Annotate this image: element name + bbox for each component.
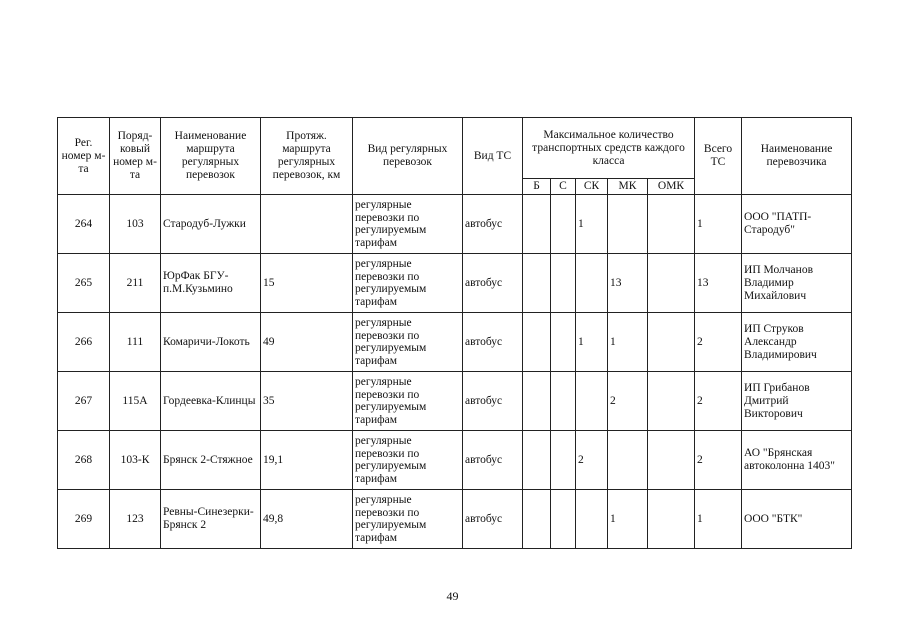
header-class-sk: СК: [576, 179, 608, 195]
cell-class-b: [523, 372, 551, 431]
cell-class-sk: 2: [576, 431, 608, 490]
cell-class-s: [551, 431, 576, 490]
header-class-omk: ОМК: [648, 179, 695, 195]
cell-carrier: ИП Молчанов Владимир Михайлович: [742, 254, 852, 313]
cell-class-b: [523, 313, 551, 372]
cell-class-omk: [648, 313, 695, 372]
table-row: [58, 431, 852, 490]
cell-carrier: АО "Брянская автоколонна 1403": [742, 431, 852, 490]
cell-class-sk: [576, 254, 608, 313]
table-row: [58, 372, 852, 431]
cell-class-mk: 1: [608, 490, 648, 549]
cell-route-name: Комаричи-Локоть: [161, 313, 261, 372]
cell-vehicle: автобус: [463, 372, 523, 431]
cell-class-b: [523, 431, 551, 490]
cell-class-s: [551, 313, 576, 372]
cell-route-name: Гордеевка-Клинцы: [161, 372, 261, 431]
cell-route-name: Стародуб-Лужки: [161, 195, 261, 254]
cell-total: 1: [695, 195, 742, 254]
cell-class-b: [523, 254, 551, 313]
cell-length: 49: [261, 313, 353, 372]
cell-vehicle: автобус: [463, 490, 523, 549]
cell-reg: 269: [58, 490, 110, 549]
cell-reg: 267: [58, 372, 110, 431]
cell-seq: 115А: [110, 372, 161, 431]
cell-class-sk: [576, 372, 608, 431]
cell-total: 2: [695, 372, 742, 431]
cell-reg: 265: [58, 254, 110, 313]
cell-class-omk: [648, 372, 695, 431]
cell-route-name: Ревны-Синезерки-Брянск 2: [161, 490, 261, 549]
cell-class-mk: 1: [608, 313, 648, 372]
table-row: [58, 313, 852, 372]
header-total: Всего ТС: [695, 118, 742, 195]
cell-carrier: ООО "ПАТП-Стародуб": [742, 195, 852, 254]
header-max-vehicles: Максимальное количество транспортных средств каждого класса: [523, 118, 695, 179]
cell-transport-type: регулярные перевозки по регулируемым тарифам: [353, 313, 463, 372]
routes-table: [57, 117, 852, 549]
table-row: [58, 195, 852, 254]
cell-reg: 266: [58, 313, 110, 372]
cell-total: 13: [695, 254, 742, 313]
cell-length: 49,8: [261, 490, 353, 549]
cell-class-sk: 1: [576, 195, 608, 254]
cell-seq: 103-К: [110, 431, 161, 490]
header-route-name: Наименование маршрута регулярных перевозок: [161, 118, 261, 195]
header-route-length: Протяж. маршрута регулярных перевозок, км: [261, 118, 353, 195]
cell-length: [261, 195, 353, 254]
cell-class-mk: 2: [608, 372, 648, 431]
cell-transport-type: регулярные перевозки по регулируемым тарифам: [353, 195, 463, 254]
cell-carrier: ИП Грибанов Дмитрий Викторович: [742, 372, 852, 431]
table-row: [58, 490, 852, 549]
cell-transport-type: регулярные перевозки по регулируемым тарифам: [353, 254, 463, 313]
header-seq-num: Поряд-ковый номер м-та: [110, 118, 161, 195]
cell-class-s: [551, 372, 576, 431]
page-number: 49: [446, 589, 459, 603]
cell-transport-type: регулярные перевозки по регулируемым тарифам: [353, 490, 463, 549]
header-reg-num: Рег. номер м-та: [58, 118, 110, 195]
header-class-mk: МК: [608, 179, 648, 195]
cell-class-b: [523, 195, 551, 254]
cell-transport-type: регулярные перевозки по регулируемым тарифам: [353, 431, 463, 490]
cell-vehicle: автобус: [463, 431, 523, 490]
cell-route-name: Брянск 2-Стяжное: [161, 431, 261, 490]
header-carrier: Наименование перевозчика: [742, 118, 852, 195]
cell-class-s: [551, 195, 576, 254]
cell-class-mk: [608, 431, 648, 490]
cell-seq: 103: [110, 195, 161, 254]
cell-reg: 264: [58, 195, 110, 254]
cell-length: 15: [261, 254, 353, 313]
cell-route-name: ЮрФак БГУ-п.М.Кузьмино: [161, 254, 261, 313]
cell-vehicle: автобус: [463, 254, 523, 313]
cell-length: 35: [261, 372, 353, 431]
cell-total: 1: [695, 490, 742, 549]
cell-class-s: [551, 490, 576, 549]
cell-reg: 268: [58, 431, 110, 490]
cell-carrier: ООО "БТК": [742, 490, 852, 549]
cell-class-omk: [648, 431, 695, 490]
cell-seq: 211: [110, 254, 161, 313]
cell-class-s: [551, 254, 576, 313]
cell-length: 19,1: [261, 431, 353, 490]
cell-class-sk: [576, 490, 608, 549]
cell-class-b: [523, 490, 551, 549]
cell-class-omk: [648, 254, 695, 313]
cell-seq: 111: [110, 313, 161, 372]
cell-class-sk: 1: [576, 313, 608, 372]
cell-seq: 123: [110, 490, 161, 549]
header-class-b: Б: [523, 179, 551, 195]
cell-vehicle: автобус: [463, 195, 523, 254]
cell-carrier: ИП Струков Александр Владимирович: [742, 313, 852, 372]
header-vehicle-type: Вид ТС: [463, 118, 523, 195]
table-row: [58, 254, 852, 313]
cell-total: 2: [695, 313, 742, 372]
cell-vehicle: автобус: [463, 313, 523, 372]
header-transport-type: Вид регулярных перевозок: [353, 118, 463, 195]
cell-class-mk: 13: [608, 254, 648, 313]
header-class-s: С: [551, 179, 576, 195]
cell-class-mk: [608, 195, 648, 254]
cell-class-omk: [648, 195, 695, 254]
cell-transport-type: регулярные перевозки по регулируемым тарифам: [353, 372, 463, 431]
cell-class-omk: [648, 490, 695, 549]
cell-total: 2: [695, 431, 742, 490]
